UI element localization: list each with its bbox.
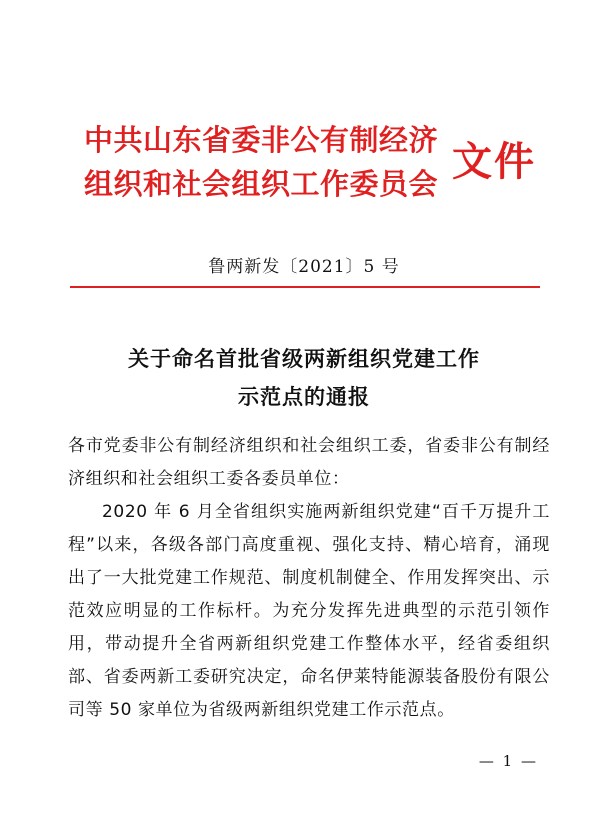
document-title (0, 340, 608, 416)
document-number: 鲁两新发〔2021〕5 号 (208, 257, 400, 277)
document-label: 文件 (452, 138, 536, 185)
red-divider-line (70, 286, 540, 288)
document-header (84, 118, 544, 218)
org-name-line-1: 中共山东省委非公有制经济 (84, 123, 439, 157)
issuing-organization (84, 118, 438, 206)
title-line-1: 关于命名首批省级两新组织党建工作 (128, 346, 480, 371)
body-paragraph: 2020 年 6 月全省组织实施两新组织党建“百千万提升工程”以来，各级各部门高度重视、强化支持、精心培育，涌现出了一大批党建工作规范、制度机制健全、作用发挥突出、示范效应明显的工作标杆。为充分发挥先进典型的示范引领作用，带动提升全省两新组织党建工作整体水平，经省委组织部、省委两新工委研究决定，命名伊莱特能源装备股份有限公司等 50 家单位为省级两新组织党建工作示范点。 (68, 502, 550, 720)
salutation: 各市党委非公有制经济组织和社会组织工委，省委非公有制经济组织和社会组织工委各委员单位： (68, 436, 550, 489)
org-name-line-2: 组织和社会组织工作委员会 (84, 167, 439, 201)
title-line-2: 示范点的通报 (238, 384, 370, 409)
page-number: — 1 — (478, 752, 538, 770)
document-body (68, 430, 550, 727)
